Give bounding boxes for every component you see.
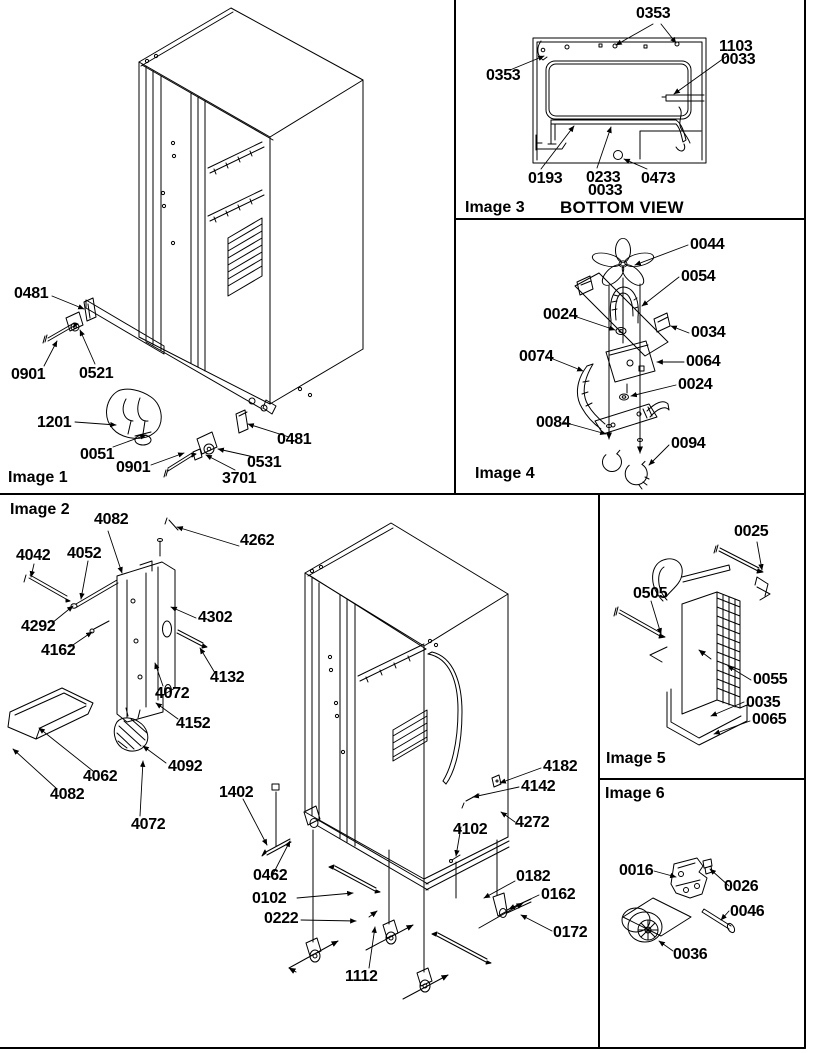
part-callout: 0055 (753, 671, 788, 688)
part-callout: 0233 (586, 169, 621, 186)
image4-leaders (548, 245, 689, 465)
part-callout: 4182 (543, 758, 578, 775)
part-callout: 0182 (516, 868, 551, 885)
part-callout: 4082 (50, 786, 85, 803)
part-callout: 0353 (486, 67, 521, 84)
part-callout: 0521 (79, 365, 114, 382)
part-callout: 4102 (453, 821, 488, 838)
image5-evaporator-drawing (614, 545, 770, 745)
image1-cabinet-drawing (139, 8, 363, 414)
part-callout: 4132 (210, 669, 245, 686)
part-callout: 1112 (345, 968, 378, 985)
part-callout: 4262 (240, 532, 275, 549)
part-callout: 4062 (83, 768, 118, 785)
part-callout: 4272 (515, 814, 550, 831)
part-callout: 0054 (681, 268, 716, 285)
part-callout: 4082 (94, 511, 129, 528)
image1-leaders (44, 296, 289, 470)
part-callout: 0473 (641, 170, 676, 187)
part-callout: 0901 (11, 366, 46, 383)
image3-bottom-view-drawing (533, 38, 706, 163)
panel-title-image6: Image 6 (605, 785, 665, 802)
part-callout: 0044 (690, 236, 725, 253)
part-callout: 4302 (198, 609, 233, 626)
part-callout: 0074 (519, 348, 554, 365)
panel-subtitle-image3: BOTTOM VIEW (560, 198, 684, 217)
part-callout: 0481 (277, 431, 312, 448)
part-callout: 0065 (752, 711, 787, 728)
part-callout: 0024 (543, 306, 578, 323)
panel-title-image3: Image 3 (465, 199, 525, 216)
part-callout: 1201 (37, 414, 72, 431)
part-callout: 0036 (673, 946, 708, 963)
part-callout: 0481 (14, 285, 49, 302)
panel-title-image2: Image 2 (10, 501, 70, 518)
part-callout: 0064 (686, 353, 721, 370)
part-callout: 4042 (16, 547, 51, 564)
part-callout: 0094 (671, 435, 706, 452)
part-callout: 4072 (131, 816, 166, 833)
part-callout: 0035 (746, 694, 781, 711)
part-callout: 4162 (41, 642, 76, 659)
part-callout: 0033 (588, 182, 623, 199)
image2-casters-hardware (262, 775, 531, 999)
part-callout: 0222 (264, 910, 299, 927)
part-callout: 0901 (116, 459, 151, 476)
part-callout: 0025 (734, 523, 769, 540)
part-callout: 0051 (80, 446, 115, 463)
image6-leaders (654, 869, 729, 951)
panel-title-image4: Image 4 (475, 465, 535, 482)
part-callout: 1402 (219, 784, 254, 801)
part-callout: 0026 (724, 878, 759, 895)
part-callout: 0084 (536, 414, 571, 431)
part-callout: 4072 (155, 685, 190, 702)
part-callout: 0531 (247, 454, 282, 471)
part-callout: 0046 (730, 903, 765, 920)
part-callout: 0162 (541, 886, 576, 903)
part-callout: 1103 (719, 38, 753, 55)
part-callout: 0462 (253, 867, 288, 884)
part-callout: 4292 (21, 618, 56, 635)
part-callout: 0102 (252, 890, 287, 907)
part-callout: 0193 (528, 170, 563, 187)
part-callout: 4142 (521, 778, 556, 795)
panel-title-image1: Image 1 (8, 469, 68, 486)
part-callout: 0353 (636, 5, 671, 22)
image3-leaders (510, 24, 727, 169)
part-callout: 0505 (633, 585, 668, 602)
image4-fan-assembly-drawing (575, 238, 670, 489)
part-callout: 0024 (678, 376, 713, 393)
panel-title-image5: Image 5 (606, 750, 666, 767)
part-callout: 4092 (168, 758, 203, 775)
part-callout: 4052 (67, 545, 102, 562)
part-callout: 0034 (691, 324, 726, 341)
part-callout: 3701 (222, 470, 257, 487)
part-callout: 0016 (619, 862, 654, 879)
part-callout: 4152 (176, 715, 211, 732)
part-callout: 0033 (721, 51, 756, 68)
part-callout: 0172 (553, 924, 588, 941)
